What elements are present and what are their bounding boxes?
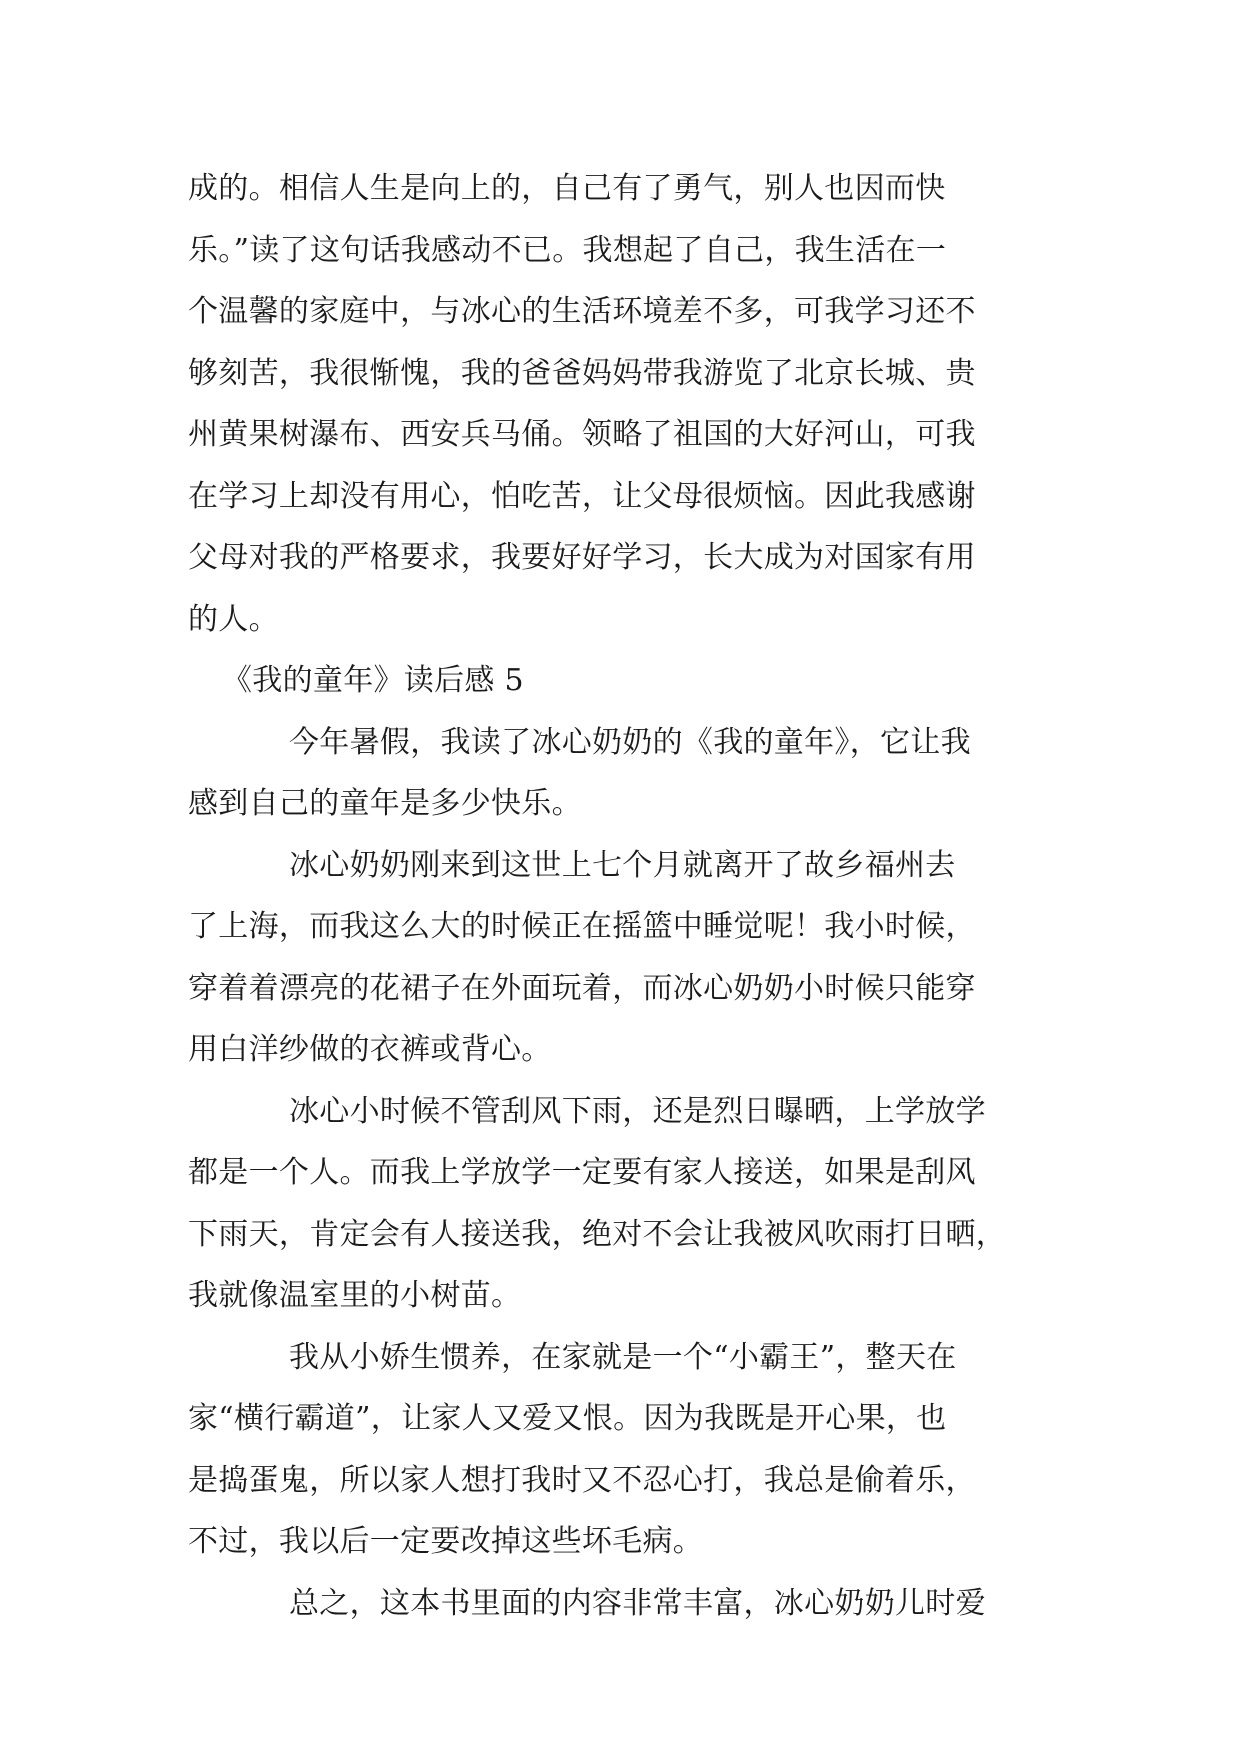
text-line: 用白洋纱做的衣裤或背心。 [188,1032,552,1067]
text-line: 我就像温室里的小树苗。 [188,1278,522,1313]
text-line: 总之，这本书里面的内容非常丰富，冰心奶奶儿时爱 [289,1585,986,1621]
text-line: 在学习上却没有用心，怕吃苦，让父母很烦恼。因此我感谢 [188,478,976,514]
text-line: 下雨天，肯定会有人接送我，绝对不会让我被风吹雨打日晒， [188,1216,1007,1252]
text-line: 冰心奶奶刚来到这世上七个月就离开了故乡福州去 [289,847,956,883]
text-line: 州黄果树瀑布、西安兵马俑。领略了祖国的大好河山，可我 [188,417,976,452]
text-line: 家“横行霸道”，让家人又爱又恨。因为我既是开心果，也 [188,1401,947,1436]
text-line: 的人。 [188,601,279,637]
text-line: 个温馨的家庭中，与冰心的生活环境差不多，可我学习还不 [188,294,976,329]
text-line: 成的。相信人生是向上的，自己有了勇气，别人也因而快 [188,171,946,206]
paragraph [188,1573,1058,1635]
text-line: 穿着着漂亮的花裙子在外面玩着，而冰心奶奶小时候只能穿 [188,970,976,1006]
paragraph [188,1327,1058,1573]
text-line: 了上海，而我这么大的时候正在摇篮中睡觉呢！我小时候， [188,909,976,944]
text-line: 今年暑假，我读了冰心奶奶的《我的童年》，它让我 [289,724,971,760]
continued-paragraph [188,158,1058,650]
text-line: 我从小娇生惯养，在家就是一个“小霸王”，整天在 [289,1339,957,1375]
text-line: 父母对我的严格要求，我要好好学习，长大成为对国家有用 [188,540,976,575]
paragraph [188,1081,1058,1327]
document-page [188,158,1058,1634]
text-line: 冰心小时候不管刮风下雨，还是烈日曝晒，上学放学 [289,1093,986,1129]
text-line: 不过，我以后一定要改掉这些坏毛病。 [188,1524,704,1559]
paragraph [188,835,1058,1081]
text-line: 是捣蛋鬼，所以家人想打我时又不忍心打，我总是偷着乐， [188,1462,976,1498]
text-line: 感到自己的童年是多少快乐。 [188,786,582,821]
text-line: 够刻苦，我很惭愧，我的爸爸妈妈带我游览了北京长城、贵 [188,355,976,391]
paragraph [188,712,1058,835]
section-title: 《我的童年》读后感 5 [222,663,524,698]
text-line: 乐。”读了这句话我感动不已。我想起了自己，我生活在一 [188,232,947,268]
text-line: 都是一个人。而我上学放学一定要有家人接送，如果是刮风 [188,1155,976,1190]
